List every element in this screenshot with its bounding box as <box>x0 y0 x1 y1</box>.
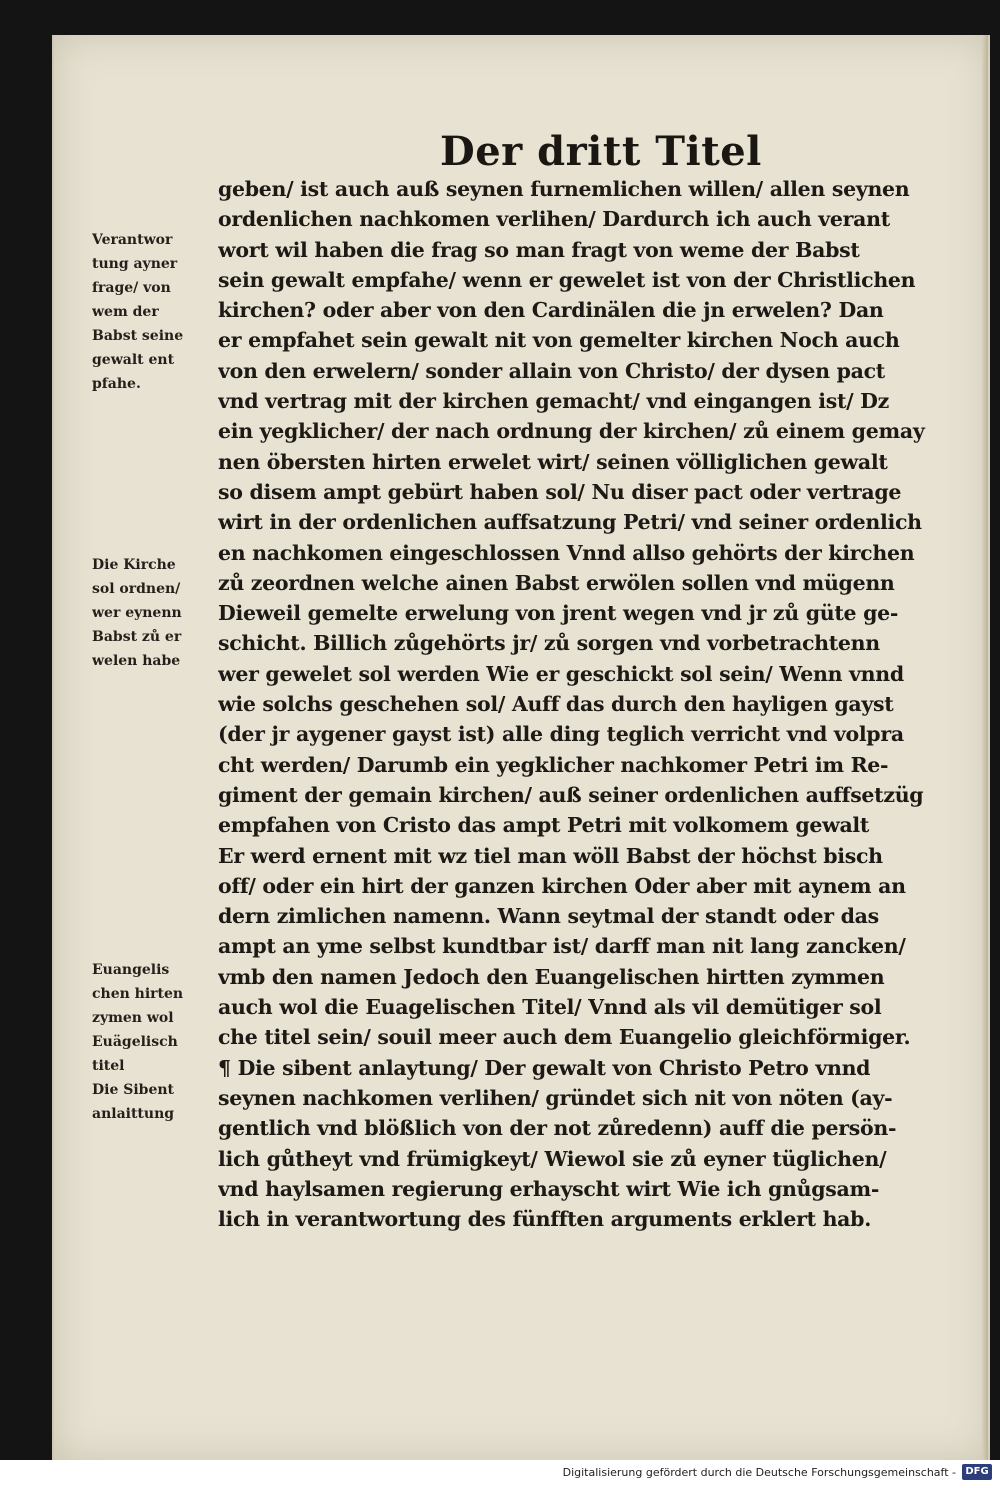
text-line: Er werd ernent mit wz tiel man wöll Babst der höchst bisch <box>218 843 883 868</box>
margin-note-line: gewalt ent <box>92 352 175 368</box>
text-line: ein yegklicher/ der nach ordnung der kirchen/ zů einem gemay <box>218 419 925 444</box>
running-head: Der dritt Titel <box>440 128 762 175</box>
text-line: nen öbersten hirten erwelet wirt/ seinen völliglichen gewalt <box>218 449 888 474</box>
margin-note-sibent-anlaittung <box>92 1078 214 1126</box>
margin-note-line: pfahe. <box>92 376 141 392</box>
funding-credit: Digitalisierung gefördert durch die Deutsche Forschungsgemeinschaft - <box>562 1466 956 1479</box>
margin-note-line: Die Kirche <box>92 557 176 573</box>
margin-note-line: Verantwor <box>92 232 173 248</box>
text-line: er empfahet sein gewalt nit von gemelter kirchen Noch auch <box>218 328 900 353</box>
text-line: en nachkomen eingeschlossen Vnnd allso gehörts der kirchen <box>218 540 915 565</box>
text-line: Dieweil gemelte erwelung von jrent wegen vnd jr zů güte ge- <box>218 601 899 626</box>
margin-note-line: Euangelis <box>92 962 170 978</box>
text-line: ampt an yme selbst kundtbar ist/ darff man nit lang zancken/ <box>218 934 906 959</box>
text-line: wer gewelet sol werden Wie er geschickt sol sein/ Wenn vnnd <box>218 661 904 686</box>
text-line: seynen nachkomen verlihen/ gründet sich nit von nöten (ay- <box>218 1085 893 1110</box>
margin-note-euangelischen-hirten <box>92 958 214 1078</box>
margin-note-line: chen hirten <box>92 986 184 1002</box>
body-text-block <box>218 174 940 1234</box>
margin-note-line: anlaittung <box>92 1106 175 1122</box>
text-line: wie solchs geschehen sol/ Auff das durch den hayligen gayst <box>218 692 894 717</box>
text-line: che titel sein/ souil meer auch dem Euangelio gleichförmiger. <box>218 1025 911 1050</box>
text-line: ordenlichen nachkomen verlihen/ Dardurch ich auch verant <box>218 207 890 232</box>
text-line: giment der gemain kirchen/ auß seiner ordenlichen auffsetzüg <box>218 782 924 807</box>
text-line: cht werden/ Darumb ein yegklicher nachkomer Petri im Re- <box>218 752 889 777</box>
text-line: vmb den namen Jedoch den Euangelischen hirtten zymmen <box>218 964 885 989</box>
text-line: off/ oder ein hirt der ganzen kirchen Oder aber mit aynem an <box>218 873 906 898</box>
margin-note-verantwortung <box>92 228 214 396</box>
page-edge <box>982 35 988 1460</box>
text-line: vnd vertrag mit der kirchen gemacht/ vnd eingangen ist/ Dz <box>218 389 889 414</box>
margin-note-line: titel <box>92 1058 125 1074</box>
margin-note-line: sol ordnen/ <box>92 581 181 597</box>
text-line: sein gewalt empfahe/ wenn er gewelet ist von der Christlichen <box>218 267 916 292</box>
margin-note-line: Babst zů er <box>92 629 182 645</box>
text-line: ¶ Die sibent anlaytung/ Der gewalt von Christo Petro vnnd <box>218 1055 871 1080</box>
text-line: (der jr aygener gayst ist) alle ding teglich verricht vnd volpra <box>218 722 904 747</box>
dfg-logo: DFG <box>962 1464 992 1480</box>
text-line: von den erwelern/ sonder allain von Christo/ der dysen pact <box>218 358 885 383</box>
margin-note-line: tung ayner <box>92 256 178 272</box>
text-line: wirt in der ordenlichen auffsatzung Petri/ vnd seiner ordenlich <box>218 510 922 535</box>
text-line: geben/ ist auch auß seynen furnemlichen willen/ allen seynen <box>218 177 910 201</box>
text-line: kirchen? oder aber von den Cardinälen die jn erwelen? Dan <box>218 298 884 323</box>
footer-bar <box>0 1460 1000 1488</box>
margin-note-line: wer eynenn <box>92 605 182 621</box>
text-line: lich in verantwortung des fünfften arguments erklert hab. <box>218 1207 872 1232</box>
margin-note-line: frage/ von <box>92 280 171 296</box>
margin-note-line: Babst seine <box>92 328 184 344</box>
text-line: so disem ampt gebürt haben sol/ Nu diser pact oder vertrage <box>218 479 902 504</box>
margin-note-line: zymen wol <box>92 1010 174 1026</box>
margin-note-line: wem der <box>92 304 159 320</box>
text-line: schicht. Billich zůgehörts jr/ zů sorgen vnd vorbetrachtenn <box>218 631 880 656</box>
text-line: auch wol die Euagelischen Titel/ Vnnd als vil demütiger sol <box>218 995 882 1020</box>
text-line: lich gůtheyt vnd frümigkeyt/ Wiewol sie zů eyner tüglichen/ <box>218 1146 887 1171</box>
text-line: wort wil haben die frag so man fragt von weme der Babst <box>218 237 860 262</box>
text-line: empfahen von Cristo das ampt Petri mit volkomem gewalt <box>218 813 870 838</box>
text-line: dern zimlichen namenn. Wann seytmal der standt oder das <box>218 904 879 929</box>
text-line: gentlich vnd blößlich von der not zůredenn) auff die persön- <box>218 1116 897 1141</box>
margin-note-kirche-ordnen <box>92 553 214 673</box>
margin-note-line: Die Sibent <box>92 1082 175 1098</box>
margin-note-line: welen habe <box>92 653 181 669</box>
text-line: zů zeordnen welche ainen Babst erwölen sollen vnd mügenn <box>218 570 895 595</box>
text-line: vnd haylsamen regierung erhayscht wirt Wie ich gnůgsam- <box>218 1176 880 1201</box>
margin-note-line: Euägelisch <box>92 1034 178 1050</box>
